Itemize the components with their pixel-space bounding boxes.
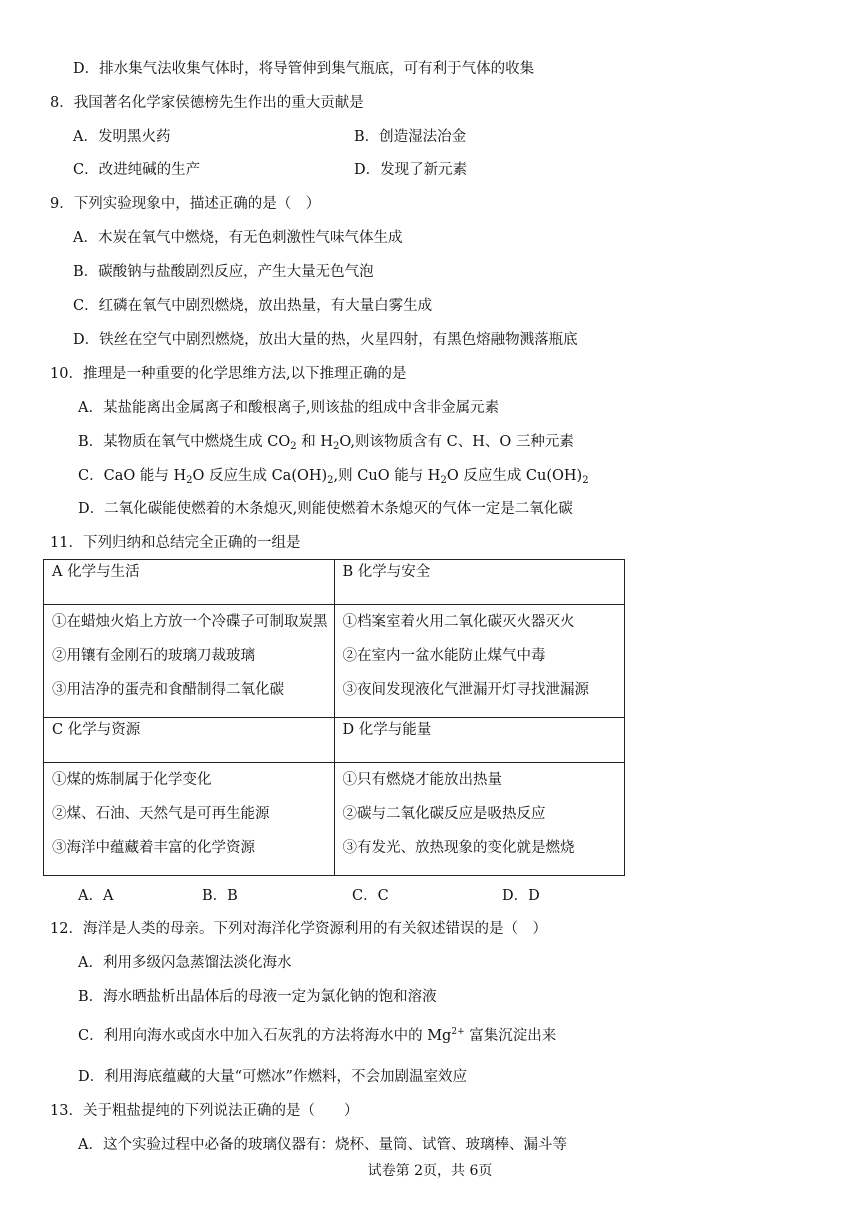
cell-c-item: ①煤的炼制属于化学变化 [52, 772, 212, 788]
q11-option-b: B．B [202, 888, 238, 904]
q8-option-d: D．发现了新元素 [354, 162, 468, 178]
cell-a-item: ③用洁净的蛋壳和食醋制得二氧化碳 [52, 682, 284, 698]
cell-b-item: ②在室内一盆水能防止煤气中毒 [342, 648, 546, 664]
q8-option-b: B．创造湿法冶金 [354, 129, 467, 145]
q12-stem: 12．海洋是人类的母亲。下列对海洋化学资源利用的有关叙述错误的是（ ） [50, 921, 547, 937]
q8-option-c: C．改进纯碱的生产 [73, 162, 201, 178]
q9-option-a: A．木炭在氧气中燃烧，有无色刺激性气味气体生成 [73, 230, 403, 246]
q12-option-c: C．利用向海水或卤水中加入石灰乳的方法将海水中的 $Mg^{2+}$ 富集沉淀出来 [78, 1027, 557, 1044]
q13-option-a: A．这个实验过程中必备的玻璃仪器有：烧杯、量筒、试管、玻璃棒、漏斗等 [78, 1137, 567, 1153]
cell-b-items [334, 605, 625, 718]
cell-d-item: ③有发光、放热现象的变化就是燃烧 [342, 840, 575, 856]
cell-b-item: ①档案室着火用二氧化碳灭火器灭火 [342, 614, 575, 630]
cell-a-title: A 化学与生活 [44, 560, 335, 605]
q12-option-b: B．海水晒盐析出晶体后的母液一定为氯化钠的饱和溶液 [78, 989, 437, 1005]
q9-option-d: D．铁丝在空气中剧烈燃烧，放出大量的热，火星四射，有黑色熔融物溅落瓶底 [73, 332, 578, 348]
q11-option-d: D．D [502, 888, 540, 904]
q9-stem: 9．下列实验现象中，描述正确的是（ ） [50, 196, 321, 212]
q7-option-d: D．排水集气法收集气体时，将导管伸到集气瓶底，可有利于气体的收集 [73, 61, 535, 77]
q12-option-a: A．利用多级闪急蒸馏法淡化海水 [78, 955, 292, 971]
q10-option-b: B．某物质在氧气中燃烧生成 $CO_2$ 和 $H_2O$,则该物质含有 C、H、O 三种元素 [78, 434, 574, 452]
q9-option-b: B．碳酸钠与盐酸剧烈反应，产生大量无色气泡 [73, 264, 374, 280]
cell-b-item: ③夜间发现液化气泄漏开灯寻找泄漏源 [342, 682, 589, 698]
q8-stem: 8．我国著名化学家侯德榜先生作出的重大贡献是 [50, 95, 364, 111]
cell-d-items [334, 763, 625, 876]
cell-a-items [44, 605, 335, 718]
cell-c-items [44, 763, 335, 876]
cell-a-item: ①在蜡烛火焰上方放一个冷碟子可制取炭黑 [52, 614, 328, 630]
q10-stem: 10．推理是一种重要的化学思维方法,以下推理正确的是 [50, 366, 407, 382]
cell-d-item: ①只有燃烧才能放出热量 [342, 772, 502, 788]
cell-b-title: B 化学与安全 [334, 560, 625, 605]
cell-a-item: ②用镶有金刚石的玻璃刀裁玻璃 [52, 648, 255, 664]
q11-option-c: C．C [352, 888, 389, 904]
q9-option-c: C．红磷在氧气中剧烈燃烧，放出热量，有大量白雾生成 [73, 298, 433, 314]
page-footer: 试卷第 2页，共 6页 [367, 1163, 493, 1179]
cell-d-title: D 化学与能量 [334, 718, 625, 763]
q11-option-a: A．A [78, 888, 114, 904]
q12-option-d: D．利用海底蕴藏的大量“可燃冰”作燃料，不会加剧温室效应 [78, 1069, 467, 1085]
q8-option-a: A．发明黑火药 [73, 129, 171, 145]
q10-option-a: A．某盐能离出金属离子和酸根离子,则该盐的组成中含非金属元素 [78, 400, 500, 416]
cell-d-item: ②碳与二氧化碳反应是吸热反应 [342, 806, 546, 822]
cell-c-item: ②煤、石油、天然气是可再生能源 [52, 806, 270, 822]
q11-summary-table [43, 559, 625, 876]
q10-option-c: C．CaO 能与 $H_2O$ 反应生成 $Ca(OH)_2$,则 CuO 能与 $H_2O$ 反应生成 $Cu(OH)_2$ [78, 468, 589, 486]
cell-c-title: C 化学与资源 [44, 718, 335, 763]
q11-stem: 11．下列归纳和总结完全正确的一组是 [50, 535, 301, 551]
cell-c-item: ③海洋中蕴藏着丰富的化学资源 [52, 840, 255, 856]
q10-option-d: D．二氧化碳能使燃着的木条熄灭,则能使燃着木条熄灭的气体一定是二氧化碳 [78, 501, 573, 517]
q13-stem: 13．关于粗盐提纯的下列说法正确的是（ ） [50, 1103, 359, 1119]
